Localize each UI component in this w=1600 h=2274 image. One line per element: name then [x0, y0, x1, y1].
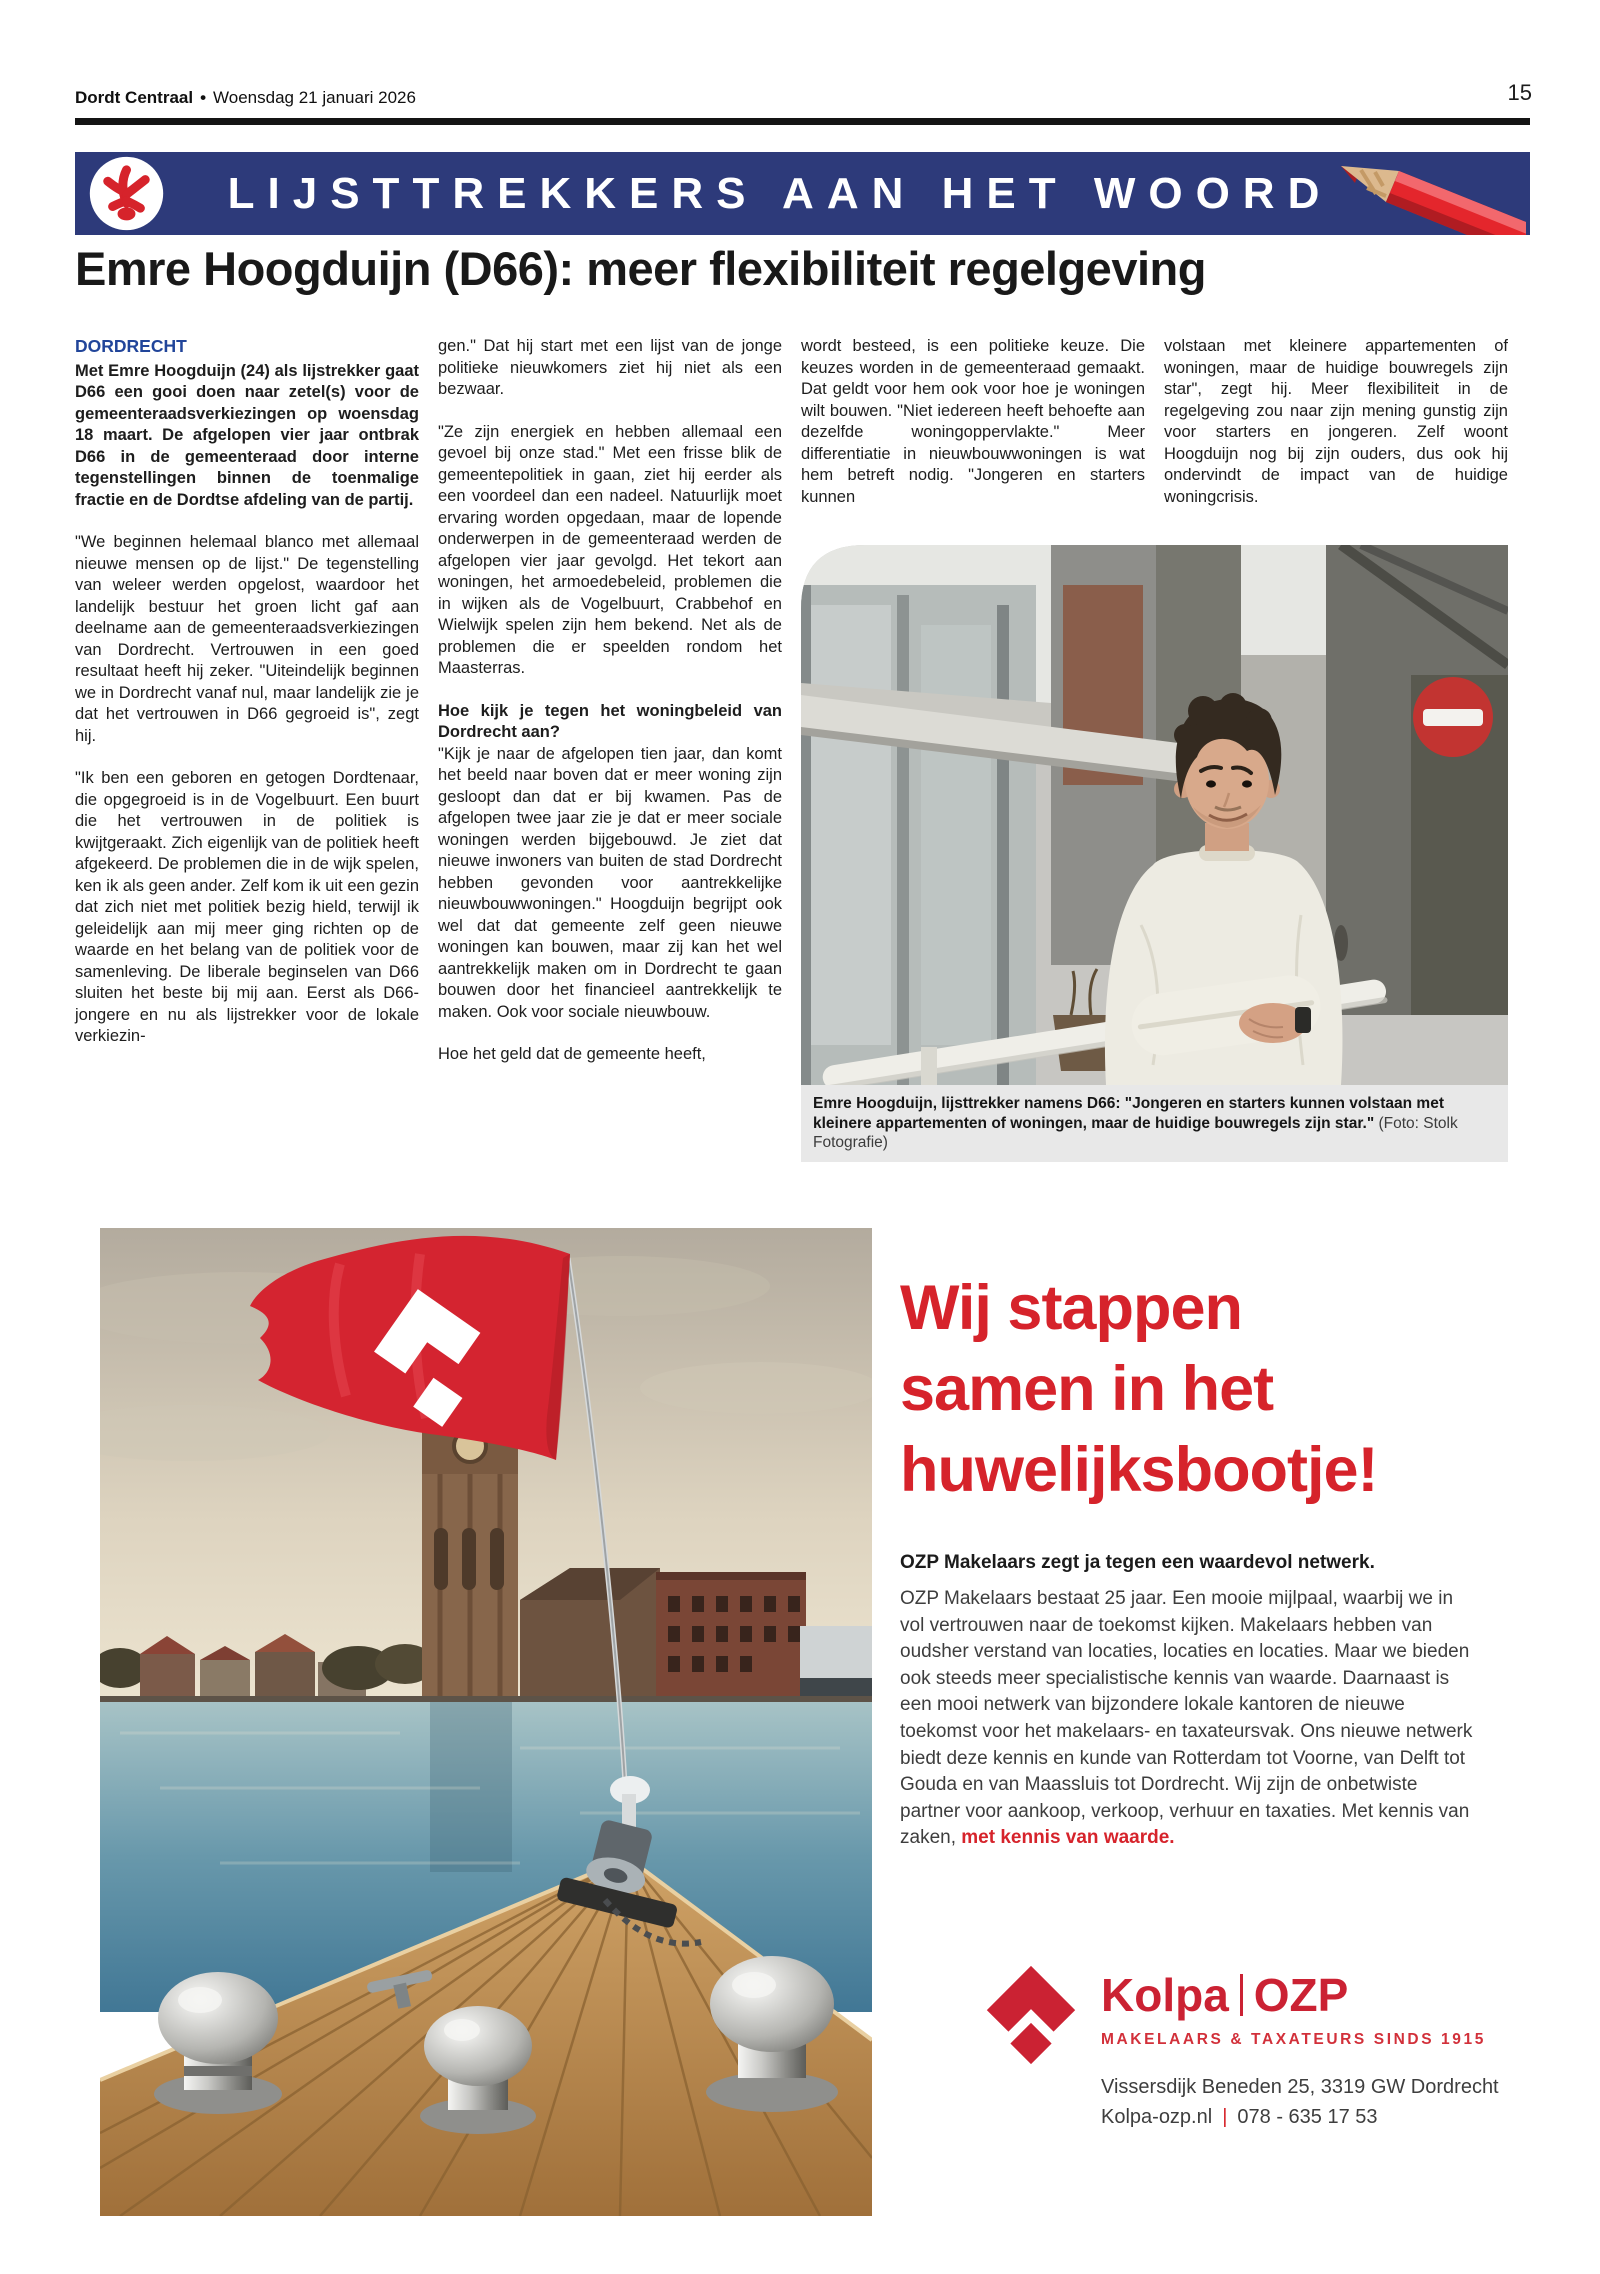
- dateline: DORDRECHT: [75, 336, 187, 356]
- kolpa-text: [1101, 1946, 1499, 2129]
- article-paragraph: wordt besteed, is een politieke keuze. Die keuzes worden in de gemeenteraad gemaakt. Dat geldt voor hem ook voor hoe je woningen wilt bouwen. "Niet iedereen heeft behoefte aan dezelfde woningoppervlakte." Meer differentiatie in nieuwbouwwoningen is wat hem betreft nodig. "Jongeren en starters kunnen: [801, 337, 1145, 506]
- brand-divider: [1240, 1974, 1243, 2016]
- ad-headline-line: huwelijksbootje!: [900, 1435, 1378, 1505]
- ad-headline-line: Wij stappen: [900, 1273, 1242, 1343]
- article-column-3: [801, 336, 1145, 529]
- article-column-1: [75, 336, 419, 1069]
- kolpa-address: Vissersdijk Beneden 25, 3319 GW Dordrecht: [1101, 2076, 1499, 2098]
- masthead-separator: •: [200, 88, 207, 107]
- article-paragraph: volstaan met kleinere appartementen of woningen, maar de huidige bouwregels zijn star", zegt hij. Meer flexibiliteit in de regelgeving zou naar zijn mening gunstig zijn voor starters en jongeren. Zelf woont Hoogduijn nog bij zijn ouders, dus ook hij ondervindt de impact van de huidige woningcrisis.: [1164, 337, 1508, 506]
- kolpa-logo-icon: [985, 1962, 1077, 2068]
- ad-photo: [100, 1228, 872, 2216]
- article-paragraph: gen." Dat hij start met een lijst van de jonge politieke nieuwkomers ziet hij niet als een bezwaar.: [438, 337, 782, 398]
- brand-left: Kolpa: [1101, 1969, 1229, 2021]
- section-title: LIJSTTREKKERS AAN HET WOORD: [227, 168, 1333, 218]
- kolpa-website: Kolpa-ozp.nl: [1101, 2106, 1213, 2128]
- ad-headline-line: samen in het: [900, 1354, 1274, 1424]
- caption-text: Emre Hoogduijn, lijsttrekker namens D66: "Jongeren en starters kunnen volstaan met kleinere appartementen of woningen, maar de huidige bouwregels zijn star.": [813, 1095, 1444, 1132]
- article-paragraph: "Ik ben een geboren en getogen Dordtenaar, die opgegroeid is in de Vogelbuurt. Een buurt die het vertrouwen in de politiek is kwijtgeraakt. Zich eigenlijk van de politiek heeft afgekeerd. De problemen die in de wijk spelen, ken ik als geen ander. Zelf kom ik uit een gezin dat zich niet met politiek bezig hield, terwijl ik geleidelijk aan mij meer ging richten op de waarde en het belang van de politiek voor de samenleving. De liberale beginselen van D66 sluiten het beste bij mij aan. Eerst als D66-jongere en nu als lijstrekker voor de lokale verkiezin-: [75, 769, 419, 1045]
- red-pencil-icon: [1331, 152, 1526, 235]
- header-rule: [75, 118, 1530, 125]
- article-photo: [801, 545, 1508, 1085]
- ad-body-text: OZP Makelaars bestaat 25 jaar. Een mooie mijlpaal, waarbij we in vol vertrouwen naar de toekomst kijken. Makelaars hebben van oudsher verstand van locaties, locaties en locaties. Maar we bieden ook steeds meer specialistische kennis van waarde. Daarnaast is een mooi netwerk van bijzondere lokale kantoren de nieuwe toekomst voor het makelaars- en taxateursvak. Ons nieuwe netwerk biedt deze kennis en kunde van Rotterdam tot Voorne, van Delft tot Gouda en van Maassluis tot Dordrecht. Wij zijn de onbetwiste partner voor aankoop, verkoop, verhuur en taxaties. Met kennis van zaken,: [900, 1588, 1473, 1849]
- kolpa-contact: [1101, 2106, 1499, 2129]
- newspaper-name: Dordt Centraal: [75, 88, 194, 107]
- ad-lead: OZP Makelaars zegt ja tegen een waardevol netwerk.: [900, 1552, 1375, 1573]
- ad-body: [900, 1586, 1480, 1852]
- brand-right: OZP: [1253, 1969, 1349, 2021]
- article-column-2: [438, 336, 782, 1087]
- kolpa-ozp-logo-block: [985, 1946, 1499, 2129]
- article-paragraph: "We beginnen helemaal blanco met allemaal nieuwe mensen op de lijst." De tegenstelling van weleer werden opgelost, waardoor het landelijk bestuur het groen licht gaf aan deelname aan de gemeenteraadsverkiezingen van Dordrecht. Vertrouwen in een goed resultaat heeft hij zeker. "Uiteindelijk beginnen we in Dordrecht vanaf nul, maar landelijk zie je dat het vertrouwen in D66 gegroeid is", zegt hij.: [75, 533, 419, 745]
- masthead: [75, 88, 416, 108]
- article-column-4: [1164, 336, 1508, 529]
- section-banner: [75, 152, 1530, 235]
- ad-body-highlight: met kennis van waarde.: [961, 1827, 1175, 1849]
- page-number: 15: [1507, 80, 1532, 105]
- article-headline: Emre Hoogduijn (D66): meer flexibiliteit regelgeving: [75, 242, 1206, 295]
- kolpa-phone: 078 - 635 17 53: [1237, 2106, 1378, 2128]
- photo-caption: [801, 1085, 1508, 1162]
- article-paragraph: Hoe het geld dat de gemeente heeft,: [438, 1045, 706, 1063]
- dordt-centraal-logo-icon: [89, 156, 164, 231]
- issue-date: Woensdag 21 januari 2026: [213, 88, 416, 107]
- ad-headline: [900, 1268, 1490, 1511]
- kolpa-brand-name: [1101, 1968, 1499, 2022]
- article-paragraph: "Ze zijn energiek en hebben allemaal een gevoel bij onze stad." Met een frisse blik de gemeentepolitiek in gaan, ziet hij eerder als een voordeel dan een nadeel. Natuurlijk moet ervaring worden opgedaan, maar de lopende onderwerpen in de gemeenteraad werden de afgelopen vier jaar gevolgd. Het tekort aan woningen, het armoedebeleid, problemen die in wijken als de Vogelbuurt, Crabbehof en Wielwijk spelen zijn hem bekend. Net als de problemen die er speelden rondom het Maasterras.: [438, 422, 782, 677]
- article-paragraph: "Kijk je naar de afgelopen tien jaar, dan komt het beeld naar boven dat er meer woning zijn gesloopt dan dat er bij kwamen. Pas de afgelopen twee jaar zie je dat er meer sociale woningen werden bijgebouwd. Je ziet dat nieuwe inwoners van buiten de stad Dordrecht hebben gevonden voor aantrekkelijke nieuwbouwwoningen." Hoogduijn begrijpt ook wel dat dat gemeente zelf geen nieuwe woningen kan bouwen, maar zij kan het wel aantrekkelijk maken om in Dordrecht te gaan bouwen door het financieel aantrekkelijk te maken. Ook voor sociale nieuwbouw.: [438, 744, 782, 1021]
- photo-credit: (Foto: Stolk Fotografie): [813, 1114, 1458, 1151]
- kolpa-tagline: MAKELAARS & TAXATEURS SINDS 1915: [1101, 2031, 1486, 2048]
- interview-question: Hoe kijk je tegen het woningbeleid van Dordrecht aan?: [438, 701, 782, 741]
- contact-separator: |: [1222, 2106, 1228, 2128]
- article-intro: Met Emre Hoogduijn (24) als lijstrekker gaat D66 een gooi doen naar zetel(s) voor de gemeenteraadsverkiezingen op woensdag 18 maart. De afgelopen vier jaar ontbrak D66 in de gemeenteraad door interne tegenstellingen binnen de toenmalige fractie en de Dordtse afdeling van de partij.: [75, 361, 419, 509]
